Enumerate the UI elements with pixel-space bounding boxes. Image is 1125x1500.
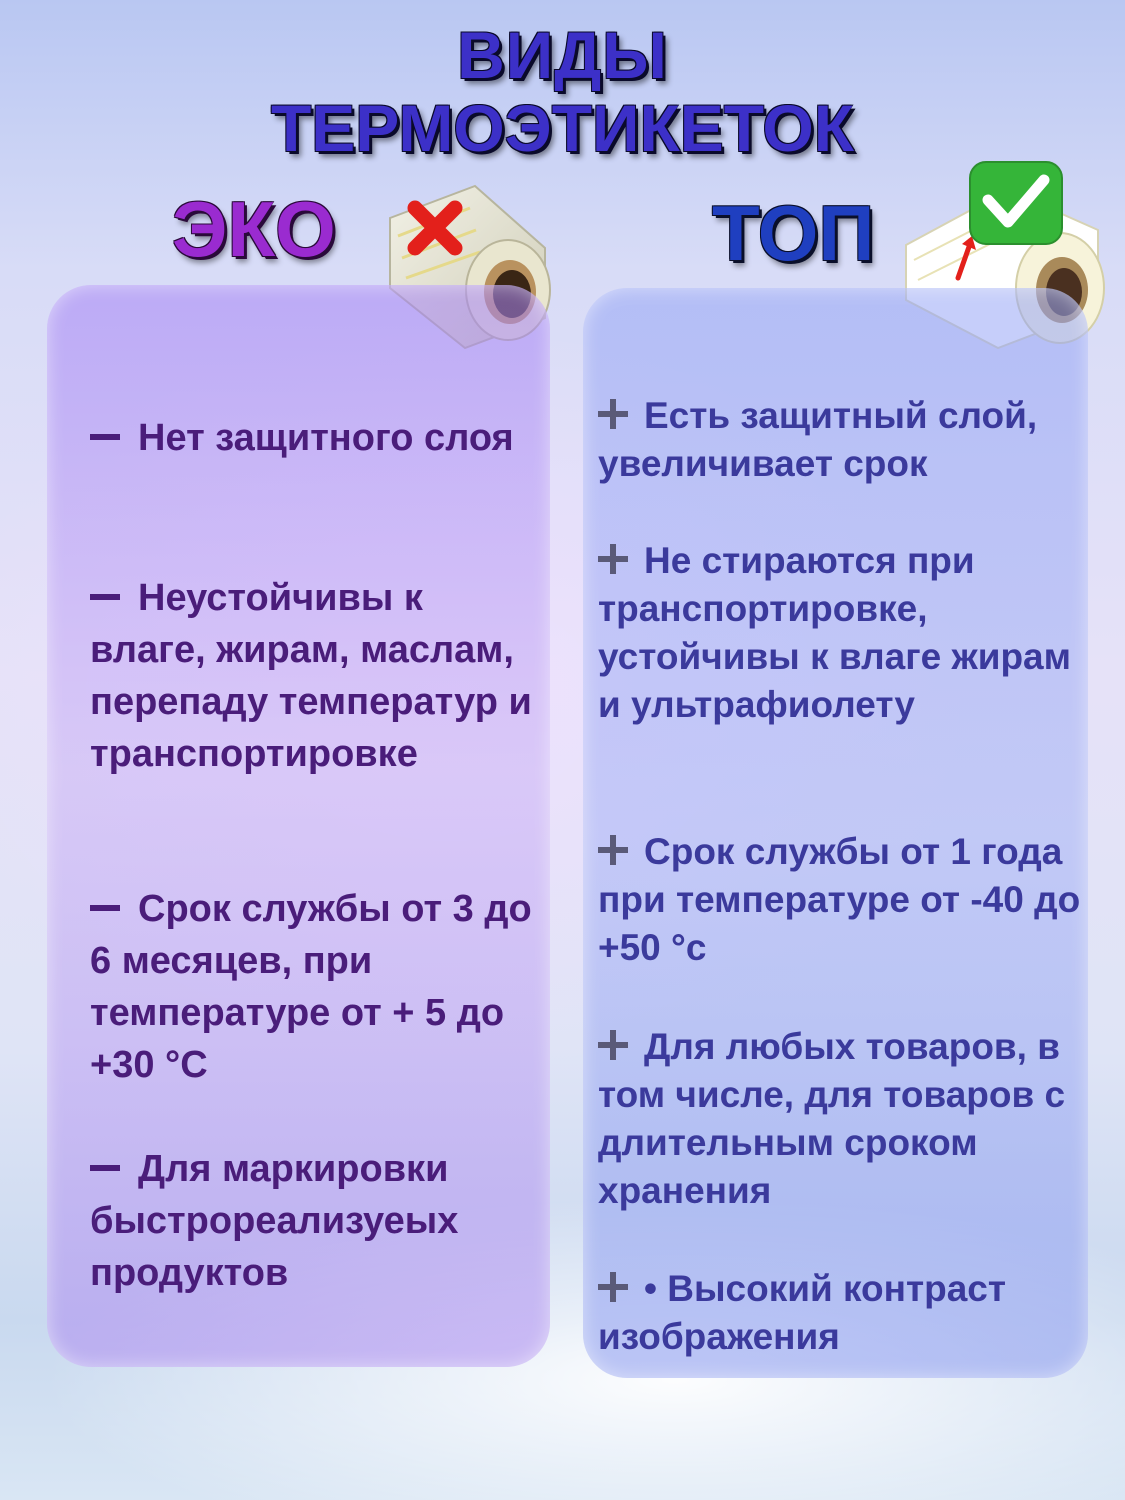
plus-icon (598, 544, 628, 574)
eco-item: Неустойчивы к влаге, жирам, маслам, перепаду температур и транспортировке (90, 577, 532, 775)
top-item: • Высокий контраст изображения (598, 1268, 1006, 1357)
top-item: Не стираются при транспортировке, устойчивы к влаге жирам и ультрафиолету (598, 540, 1071, 725)
plus-icon (598, 399, 628, 429)
eco-item: Для маркировки быстрореализуеых продуктов (90, 1148, 459, 1294)
minus-icon (90, 434, 120, 440)
minus-icon (90, 1165, 120, 1171)
top-item: Срок службы от 1 года при температуре от -40 до +50 °с (598, 831, 1081, 968)
green-check-icon (970, 162, 1062, 244)
plus-icon (598, 835, 628, 865)
eco-item: Срок службы от 3 до 6 месяцев, при температуре от + 5 до +30 °С (90, 888, 532, 1086)
eco-item: Нет защитного слоя (90, 412, 545, 464)
plus-icon (598, 1272, 628, 1302)
page-title-line-1: ВИДЫ (457, 18, 668, 92)
minus-icon (90, 594, 120, 600)
plus-icon (598, 1030, 628, 1060)
top-item: Есть защитный слой, увеличивает срок (598, 395, 1038, 484)
top-item: Для любых товаров, в том числе, для товаров с длительным сроком хранения (598, 1026, 1066, 1211)
eco-heading: ЭКО (172, 185, 336, 273)
top-heading: ТОП (712, 189, 875, 277)
page-title-line-2: ТЕРМОЭТИКЕТОК (270, 91, 855, 165)
minus-icon (90, 905, 120, 911)
